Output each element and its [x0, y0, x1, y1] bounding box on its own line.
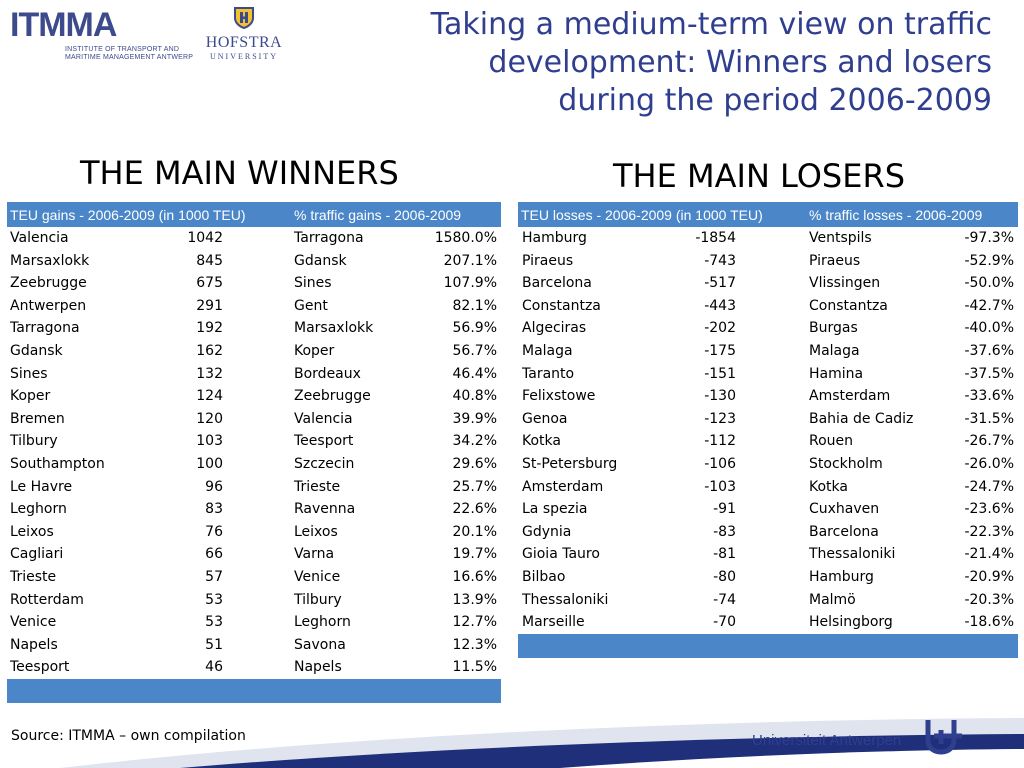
table-row: [518, 611, 1018, 634]
port-name-cell: Leghorn: [294, 614, 351, 631]
teu-value-cell: -83: [713, 523, 736, 540]
table-row: [7, 317, 501, 340]
port-name-cell: Taranto: [522, 365, 575, 382]
percent-value-cell: -21.4%: [964, 546, 1014, 563]
teu-value-cell: -743: [704, 252, 736, 269]
port-name-cell: Amsterdam: [522, 478, 604, 495]
port-name-cell: Gdynia: [522, 523, 572, 540]
port-name-cell: Napels: [10, 636, 58, 653]
ua-logo-icon: [922, 716, 966, 756]
teu-value-cell: 53: [205, 591, 223, 608]
table-row: [7, 543, 501, 566]
percent-value-cell: -33.6%: [964, 388, 1014, 405]
teu-value-cell: -106: [704, 455, 736, 472]
port-name-cell: Cuxhaven: [809, 501, 880, 518]
port-name-cell: Szczecin: [294, 455, 355, 472]
winners-table-body: [7, 227, 501, 679]
percent-value-cell: -18.6%: [964, 614, 1014, 631]
table-row: [518, 521, 1018, 544]
winners-heading: THE MAIN WINNERS: [80, 154, 399, 192]
percent-value-cell: -20.9%: [964, 568, 1014, 585]
table-row: [7, 430, 501, 453]
port-name-cell: Teesport: [10, 659, 70, 676]
losers-col1-header: TEU losses - 2006-2009 (in 1000 TEU): [521, 207, 763, 223]
percent-value-cell: -37.6%: [964, 342, 1014, 359]
port-name-cell: Teesport: [294, 433, 354, 450]
port-name-cell: Gioia Tauro: [522, 546, 600, 563]
table-row: [518, 453, 1018, 476]
teu-value-cell: 103: [196, 433, 223, 450]
table-row: [7, 227, 501, 250]
hofstra-logo: [198, 6, 290, 66]
port-name-cell: Algeciras: [522, 320, 587, 337]
table-row: [518, 385, 1018, 408]
losers-table-header: [518, 202, 1018, 227]
table-row: [7, 385, 501, 408]
teu-value-cell: -80: [713, 568, 736, 585]
port-name-cell: Gdansk: [10, 342, 63, 359]
port-name-cell: Venice: [294, 568, 341, 585]
teu-value-cell: 124: [196, 388, 223, 405]
teu-value-cell: -112: [704, 433, 736, 450]
percent-value-cell: -26.7%: [964, 433, 1014, 450]
port-name-cell: Trieste: [10, 568, 57, 585]
losers-table-body: [518, 227, 1018, 634]
port-name-cell: Sines: [294, 275, 332, 292]
table-row: [518, 272, 1018, 295]
losers-table: [518, 202, 1018, 658]
percent-value-cell: -40.0%: [964, 320, 1014, 337]
percent-value-cell: -50.0%: [964, 275, 1014, 292]
teu-value-cell: 76: [205, 523, 223, 540]
percent-value-cell: -22.3%: [964, 523, 1014, 540]
port-name-cell: Koper: [294, 342, 335, 359]
percent-value-cell: 56.9%: [452, 320, 497, 337]
winners-col1-header: TEU gains - 2006-2009 (in 1000 TEU): [10, 207, 246, 223]
hofstra-subtitle: UNIVERSITY: [210, 52, 278, 61]
port-name-cell: Varna: [294, 546, 335, 563]
table-row: [7, 295, 501, 318]
itmma-logo-line2: MARITIME MANAGEMENT ANTWERP: [65, 54, 194, 61]
port-name-cell: La spezia: [522, 501, 588, 518]
itmma-logo-wordmark: ITMMA: [10, 6, 117, 44]
table-row: [7, 611, 501, 634]
port-name-cell: Tilbury: [10, 433, 58, 450]
percent-value-cell: -37.5%: [964, 365, 1014, 382]
table-row: [518, 250, 1018, 273]
itmma-logo-line1: INSTITUTE OF TRANSPORT AND: [65, 46, 180, 53]
teu-value-cell: 192: [196, 320, 223, 337]
port-name-cell: St-Petersburg: [522, 455, 618, 472]
percent-value-cell: -31.5%: [964, 410, 1014, 427]
port-name-cell: Kotka: [809, 478, 848, 495]
table-row: [7, 453, 501, 476]
port-name-cell: Savona: [294, 636, 346, 653]
port-name-cell: Burgas: [809, 320, 858, 337]
port-name-cell: Bilbao: [522, 568, 566, 585]
percent-value-cell: 19.7%: [452, 546, 497, 563]
teu-value-cell: 291: [196, 297, 223, 314]
port-name-cell: Marsaxlokk: [10, 252, 90, 269]
percent-value-cell: 34.2%: [452, 433, 497, 450]
percent-value-cell: 29.6%: [452, 455, 497, 472]
percent-value-cell: -42.7%: [964, 297, 1014, 314]
table-row: [518, 363, 1018, 386]
teu-value-cell: -81: [713, 546, 736, 563]
port-name-cell: Bahia de Cadiz: [809, 410, 914, 427]
teu-value-cell: -103: [704, 478, 736, 495]
percent-value-cell: -23.6%: [964, 501, 1014, 518]
port-name-cell: Genoa: [522, 410, 568, 427]
table-row: [7, 340, 501, 363]
port-name-cell: Valencia: [10, 230, 69, 246]
percent-value-cell: 1580.0%: [434, 230, 497, 246]
percent-value-cell: 82.1%: [452, 297, 497, 314]
table-row: [7, 272, 501, 295]
port-name-cell: Koper: [10, 388, 51, 405]
teu-value-cell: -91: [713, 501, 736, 518]
hofstra-name: HOFSTRA: [205, 34, 283, 51]
teu-value-cell: 83: [205, 501, 223, 518]
port-name-cell: Gdansk: [294, 252, 347, 269]
teu-value-cell: -517: [704, 275, 736, 292]
port-name-cell: Piraeus: [522, 252, 574, 269]
teu-value-cell: 66: [205, 546, 223, 563]
table-row: [7, 521, 501, 544]
percent-value-cell: 22.6%: [452, 501, 497, 518]
teu-value-cell: 1042: [187, 230, 223, 246]
table-row: [518, 566, 1018, 589]
teu-value-cell: -443: [704, 297, 736, 314]
teu-value-cell: 46: [205, 659, 223, 676]
port-name-cell: Tilbury: [294, 591, 342, 608]
teu-value-cell: -70: [713, 614, 736, 631]
port-name-cell: Sines: [10, 365, 48, 382]
slide-title: [352, 6, 992, 120]
table-row: [7, 408, 501, 431]
teu-value-cell: 51: [205, 636, 223, 653]
port-name-cell: Amsterdam: [809, 388, 891, 405]
teu-value-cell: 675: [196, 275, 223, 292]
table-row: [518, 543, 1018, 566]
table-row: [518, 430, 1018, 453]
port-name-cell: Bordeaux: [294, 365, 361, 382]
port-name-cell: Malaga: [809, 342, 860, 359]
port-name-cell: Cagliari: [10, 546, 64, 563]
percent-value-cell: -97.3%: [964, 230, 1014, 246]
teu-value-cell: -175: [704, 342, 736, 359]
itmma-logo: [10, 6, 200, 61]
port-name-cell: Southampton: [10, 455, 105, 472]
port-name-cell: Tarragona: [294, 230, 364, 246]
port-name-cell: Hamburg: [522, 230, 587, 246]
table-row: [7, 363, 501, 386]
table-row: [7, 634, 501, 657]
port-name-cell: Leghorn: [10, 501, 67, 518]
percent-value-cell: 56.7%: [452, 342, 497, 359]
percent-value-cell: 16.6%: [452, 568, 497, 585]
title-line-3: during the period 2006-2009: [558, 83, 992, 118]
port-name-cell: Rouen: [809, 433, 854, 450]
table-row: [7, 250, 501, 273]
port-name-cell: Ventspils: [809, 230, 872, 246]
winners-table: [7, 202, 501, 703]
percent-value-cell: -20.3%: [964, 591, 1014, 608]
port-name-cell: Zeebrugge: [294, 388, 371, 405]
port-name-cell: Gent: [294, 297, 328, 314]
percent-value-cell: 207.1%: [443, 252, 497, 269]
port-name-cell: Thessaloniki: [809, 546, 896, 563]
port-name-cell: Tarragona: [10, 320, 80, 337]
teu-value-cell: -202: [704, 320, 736, 337]
winners-col2-header: % traffic gains - 2006-2009: [294, 207, 462, 223]
port-name-cell: Zeebrugge: [10, 275, 87, 292]
port-name-cell: Helsingborg: [809, 614, 893, 631]
percent-value-cell: -26.0%: [964, 455, 1014, 472]
port-name-cell: Barcelona: [809, 523, 879, 540]
percent-value-cell: 13.9%: [452, 591, 497, 608]
port-name-cell: Piraeus: [809, 252, 861, 269]
teu-value-cell: 100: [196, 455, 223, 472]
port-name-cell: Stockholm: [809, 455, 883, 472]
percent-value-cell: -52.9%: [964, 252, 1014, 269]
ua-logo-text: Universiteit Antwerpen: [752, 732, 902, 749]
port-name-cell: Thessaloniki: [522, 591, 609, 608]
port-name-cell: Hamina: [809, 365, 864, 382]
teu-value-cell: 845: [196, 252, 223, 269]
port-name-cell: Rotterdam: [10, 591, 84, 608]
port-name-cell: Vlissingen: [809, 275, 881, 292]
port-name-cell: Leixos: [10, 523, 54, 540]
table-row: [518, 340, 1018, 363]
port-name-cell: Hamburg: [809, 568, 874, 585]
table-row: [518, 317, 1018, 340]
port-name-cell: Valencia: [294, 410, 353, 427]
teu-value-cell: 132: [196, 365, 223, 382]
percent-value-cell: 12.7%: [452, 614, 497, 631]
teu-value-cell: -123: [704, 410, 736, 427]
port-name-cell: Venice: [10, 614, 57, 631]
percent-value-cell: 20.1%: [452, 523, 497, 540]
teu-value-cell: 53: [205, 614, 223, 631]
percent-value-cell: 40.8%: [452, 388, 497, 405]
port-name-cell: Constantza: [809, 297, 888, 314]
table-row: [518, 408, 1018, 431]
port-name-cell: Napels: [294, 659, 342, 676]
port-name-cell: Ravenna: [294, 501, 356, 518]
teu-value-cell: 120: [196, 410, 223, 427]
teu-value-cell: 162: [196, 342, 223, 359]
table-row: [7, 566, 501, 589]
port-name-cell: Marseille: [522, 614, 585, 631]
percent-value-cell: 12.3%: [452, 636, 497, 653]
port-name-cell: Constantza: [522, 297, 601, 314]
table-row: [518, 589, 1018, 612]
port-name-cell: Antwerpen: [10, 297, 87, 314]
teu-value-cell: -151: [704, 365, 736, 382]
percent-value-cell: 46.4%: [452, 365, 497, 382]
table-row: [7, 589, 501, 612]
port-name-cell: Felixstowe: [522, 388, 596, 405]
table-row: [518, 498, 1018, 521]
percent-value-cell: 11.5%: [452, 659, 497, 676]
percent-value-cell: 107.9%: [443, 275, 497, 292]
port-name-cell: Trieste: [294, 478, 341, 495]
port-name-cell: Le Havre: [10, 478, 73, 495]
teu-value-cell: -130: [704, 388, 736, 405]
title-line-2: development: Winners and losers: [488, 45, 992, 80]
port-name-cell: Marsaxlokk: [294, 320, 374, 337]
teu-value-cell: 96: [205, 478, 223, 495]
teu-value-cell: 57: [205, 568, 223, 585]
teu-value-cell: -74: [713, 591, 736, 608]
port-name-cell: Barcelona: [522, 275, 592, 292]
table-row: [518, 476, 1018, 499]
teu-value-cell: -1854: [695, 230, 736, 246]
percent-value-cell: 39.9%: [452, 410, 497, 427]
table-row: [518, 295, 1018, 318]
table-row: [7, 656, 501, 679]
port-name-cell: Leixos: [294, 523, 338, 540]
losers-heading: THE MAIN LOSERS: [613, 157, 905, 195]
percent-value-cell: -24.7%: [964, 478, 1014, 495]
losers-col2-header: % traffic losses - 2006-2009: [809, 207, 983, 223]
losers-table-footer: [518, 634, 1018, 658]
winners-table-header: [7, 202, 501, 227]
port-name-cell: Kotka: [522, 433, 561, 450]
port-name-cell: Bremen: [10, 410, 65, 427]
source-note: Source: ITMMA – own compilation: [11, 728, 246, 744]
percent-value-cell: 25.7%: [452, 478, 497, 495]
port-name-cell: Malmö: [809, 591, 856, 608]
hofstra-shield-icon: [233, 6, 255, 30]
port-name-cell: Malaga: [522, 342, 573, 359]
title-line-1: Taking a medium-term view on traffic: [430, 7, 992, 42]
table-row: [518, 227, 1018, 250]
table-row: [7, 498, 501, 521]
table-row: [7, 476, 501, 499]
